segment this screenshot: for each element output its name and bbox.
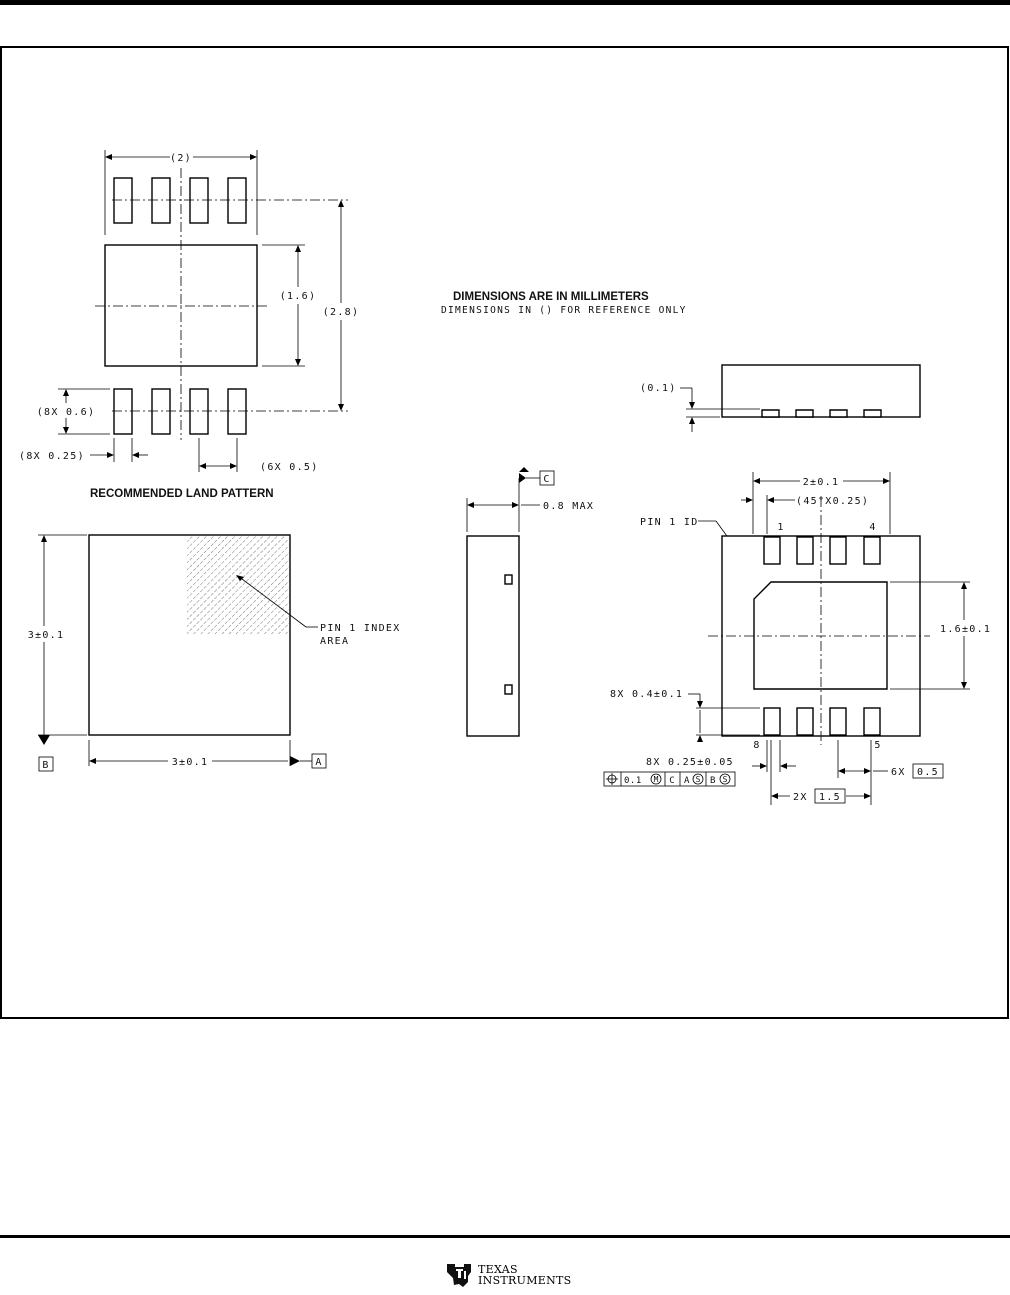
top-height-label: 3±0.1 — [27, 630, 65, 641]
svg-text:S: S — [695, 775, 701, 784]
span-value: 1.5 — [819, 792, 841, 803]
svg-text:M: M — [653, 775, 659, 784]
tolerance-value: 0.1 — [624, 776, 642, 786]
brand-line-1: TEXAS — [478, 1263, 518, 1276]
pin-8-number: 8 — [753, 740, 761, 751]
pin1-id-label: PIN 1 ID — [640, 517, 699, 528]
land-pattern-title: RECOMMENDED LAND PATTERN — [90, 488, 274, 500]
notes-units: DIMENSIONS ARE IN MILLIMETERS — [453, 291, 649, 303]
land-pad-height-label: (1.6) — [279, 291, 317, 302]
brand-line-2: INSTRUMENTS — [478, 1274, 572, 1287]
top-width-label: 3±0.1 — [171, 757, 209, 768]
bottom-view — [604, 472, 991, 805]
land-pad-width-label: (8X 0.25) — [19, 451, 85, 462]
land-overall-label: (2.8) — [322, 307, 360, 318]
datum-c-label: C — [543, 474, 551, 485]
pin1-index-label-2: AREA — [320, 636, 350, 647]
bottom-rule — [0, 1235, 1010, 1238]
datum-b-label: B — [42, 760, 50, 771]
position-tolerance-frame — [604, 772, 735, 786]
end-view — [640, 365, 920, 432]
chamfer-label: (45°X0.25) — [796, 496, 870, 507]
lead-length-label: 8X 0.4±0.1 — [610, 689, 684, 700]
top-view — [28, 535, 401, 771]
span-prefix: 2X — [793, 792, 808, 803]
position-symbol-icon — [606, 773, 618, 785]
land-pitch-label: (6X 0.5) — [260, 462, 319, 473]
lead-width-label: 8X 0.25±0.05 — [646, 757, 734, 768]
land-pad-length-label: (8X 0.6) — [36, 407, 96, 418]
pitch-prefix: 6X — [891, 767, 906, 778]
standoff-label: (0.1) — [640, 383, 677, 394]
pin-5-number: 5 — [874, 740, 882, 751]
svg-text:S: S — [722, 775, 728, 784]
side-view — [467, 467, 594, 736]
pitch-value: 0.5 — [917, 767, 939, 778]
tolerance-datum-a: A — [684, 776, 690, 786]
datum-a-label: A — [315, 757, 323, 768]
land-width-label: (2) — [170, 153, 192, 164]
land-pattern-view — [19, 150, 359, 500]
ti-logo-icon — [444, 1262, 474, 1288]
tolerance-datum-c: C — [669, 776, 675, 786]
pin-4-number: 4 — [869, 522, 877, 533]
tolerance-datum-b: B — [710, 776, 716, 786]
body-width-label: 2±0.1 — [802, 477, 840, 488]
texas-instruments-logo — [444, 1262, 572, 1288]
max-height-label: 0.8 MAX — [543, 501, 595, 512]
pin-1-number: 1 — [777, 522, 785, 533]
ti-wordmark — [478, 1264, 572, 1286]
pin1-index-label: PIN 1 INDEX — [320, 623, 401, 634]
pad-height-label: 1.6±0.1 — [940, 624, 992, 635]
notes-reference: DIMENSIONS IN () FOR REFERENCE ONLY — [441, 305, 687, 316]
top-rule — [0, 0, 1010, 5]
